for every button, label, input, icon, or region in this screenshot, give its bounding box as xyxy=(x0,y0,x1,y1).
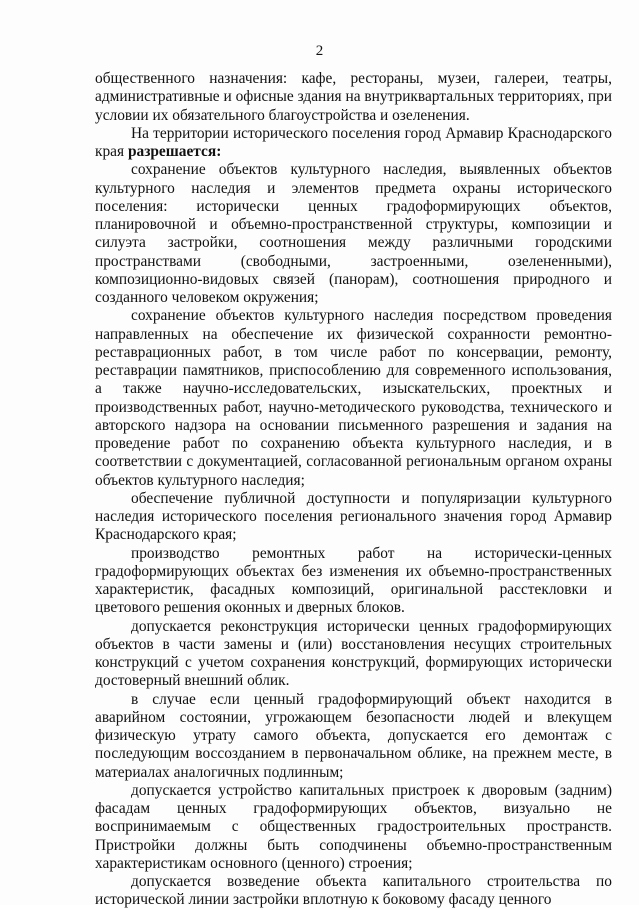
paragraph-5: обеспечение публичной доступности и популяризации культурного наследия исторического поселения регионального значения город Армавир Краснодарского края; xyxy=(95,489,612,544)
paragraph-7: допускается реконструкция исторически ценных градоформирующих объектов в части замены и (или) восстановления несущих строительных конструкций с учетом сохранения конструкций, формирующих исторически достоверный внешний облик. xyxy=(95,617,612,690)
paragraph-2-text: На территории исторического поселения город Армавир Краснодарского края xyxy=(95,124,612,160)
paragraph-10: допускается возведение объекта капитального строительства по исторической линии застройки вплотную к боковому фасаду ценного xyxy=(95,873,612,909)
document-body xyxy=(95,70,612,910)
paragraph-4: сохранение объектов культурного наследия посредством проведения направленных на обеспечение их физической сохранности ремонтно-реставрационных работ, в том числе работ по консервации, ремонту, реставрации памятников, приспособлению для современного использования, а также научно-исследовательских, изыскательских, проектных и производственных работ, научно-методического руководства, технического и авторского надзора на основании письменного разрешения и задания на проведение работ по сохранению объекта культурного наследия, и в соответствии с документацией, согласованной региональным органом охраны объектов культурного наследия; xyxy=(95,307,612,489)
paragraph-2 xyxy=(95,125,612,162)
page-number: 2 xyxy=(315,43,324,59)
paragraph-3: сохранение объектов культурного наследия, выявленных объектов культурного наследия и элементов предмета охраны исторического поселения: исторически ценных градоформирующих объектов, планировочной и объемно-пространственной структуры, композиции и силуэта застройки, соотношения между различными городскими пространствами (свободными, застроенными, озелененными), композиционно-видовых связей (панорам), соотношения природного и созданного человеком окружения; xyxy=(95,161,612,306)
paragraph-1: общественного назначения: кафе, рестораны, музеи, галереи, театры, административные и офисные здания на внутриквартальных территориях, при условии их обязательного благоустройства и озеленения. xyxy=(95,70,612,124)
paragraph-2-bold-text: разрешается: xyxy=(127,143,222,160)
paragraph-8: в случае если ценный градоформирующий объект находится в аварийном состоянии, угрожающем безопасности людей и влекущем физическую утрату самого объекта, допускается его демонтаж с последующим воссозданием в первоначальном облике, на прежнем месте, в материалах аналогичных подлинным; xyxy=(95,690,612,781)
paragraph-6: производство ремонтных работ на исторически-ценных градоформирующих объектах без изменения их объемно-пространственных характеристик, фасадных композиций, оригинальной расстекловки и цветового решения оконных и дверных блоков. xyxy=(95,544,612,617)
paragraph-9: допускается устройство капитальных пристроек к дворовым (задним) фасадам ценных градоформирующих объектов, визуально не воспринимаемым с общественных градостроительных пространств. Пристройки должны быть соподчинены объемно-пространственным характеристикам основного (ценного) строения; xyxy=(95,781,612,872)
